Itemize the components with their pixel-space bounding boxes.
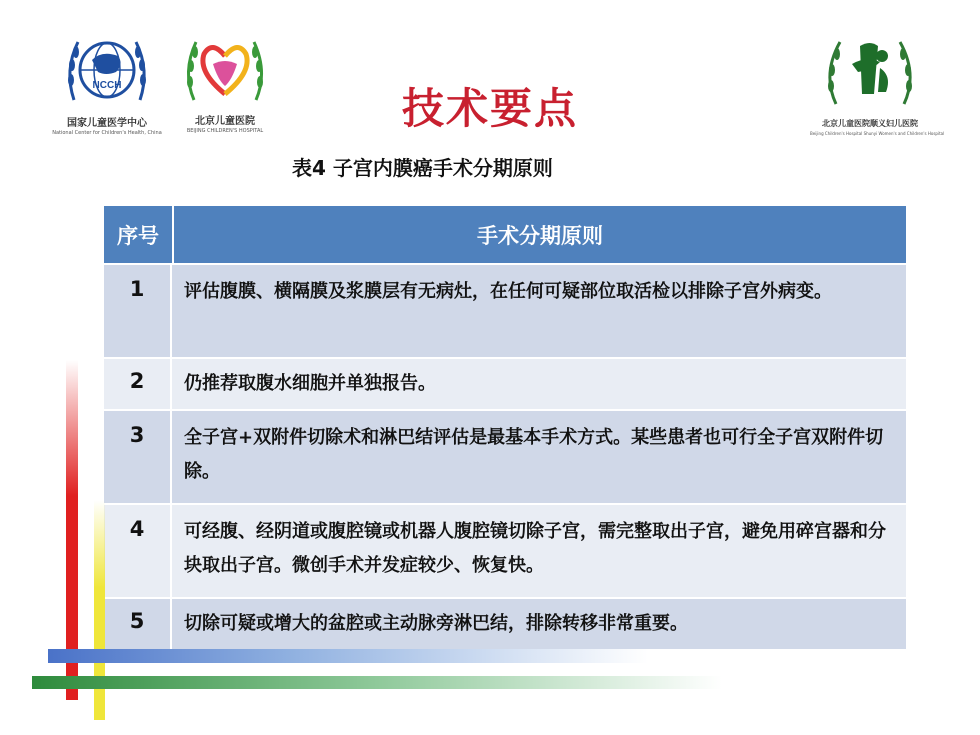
row-number: 2 — [104, 359, 172, 409]
row-number: 5 — [104, 599, 172, 649]
header-principle: 手术分期原则 — [477, 223, 603, 248]
svg-text:NCCH: NCCH — [92, 80, 122, 91]
slide-title: 技术要点 — [401, 84, 578, 133]
ncch-caption: 国家儿童医学中心 — [67, 118, 147, 129]
header-no: 序号 — [104, 206, 174, 263]
decor-blue-bar — [48, 649, 648, 663]
row-text: 切除可疑或增大的盆腔或主动脉旁淋巴结，排除转移非常重要。 — [184, 613, 688, 634]
staging-rules-table — [104, 206, 906, 649]
ncch-sub: National Center for Children's Health, China — [52, 130, 162, 136]
row-text: 全子宫+双附件切除术和淋巴结评估是最基本手术方式。某些患者也可行全子宫双附件切除。 — [184, 427, 884, 482]
bjsy-caption: 北京儿童医院顺义妇儿医院 — [822, 119, 918, 128]
row-text: 评估腹膜、横隔膜及浆膜层有无病灶，在任何可疑部位取活检以排除子宫外病变。 — [184, 281, 832, 302]
row-text: 可经腹、经阴道或腹腔镜或机器人腹腔镜切除子宫，需完整取出子宫，避免用碎宫器和分块取出子宫。微创手术并发症较少、恢复快。 — [184, 521, 886, 576]
table-row — [104, 597, 906, 649]
table-row — [104, 503, 906, 597]
table-row — [104, 409, 906, 503]
bch-sub: BEIJING CHILDREN'S HOSPITAL — [186, 128, 264, 134]
table-row — [104, 263, 906, 357]
bch-caption: 北京儿童医院 — [195, 116, 255, 127]
row-number: 4 — [104, 505, 172, 597]
bjsy-sub: Beijing Children's Hospital Shunyi Women's and Children's Hospital — [810, 131, 945, 136]
row-number: 1 — [104, 265, 172, 357]
table-caption: 表4 子宫内膜癌手术分期原则 — [292, 156, 553, 180]
table-row — [104, 357, 906, 409]
row-text: 仍推荐取腹水细胞并单独报告。 — [184, 373, 436, 394]
decor-green-bar — [32, 676, 722, 689]
table-header — [104, 206, 906, 263]
row-number: 3 — [104, 411, 172, 503]
